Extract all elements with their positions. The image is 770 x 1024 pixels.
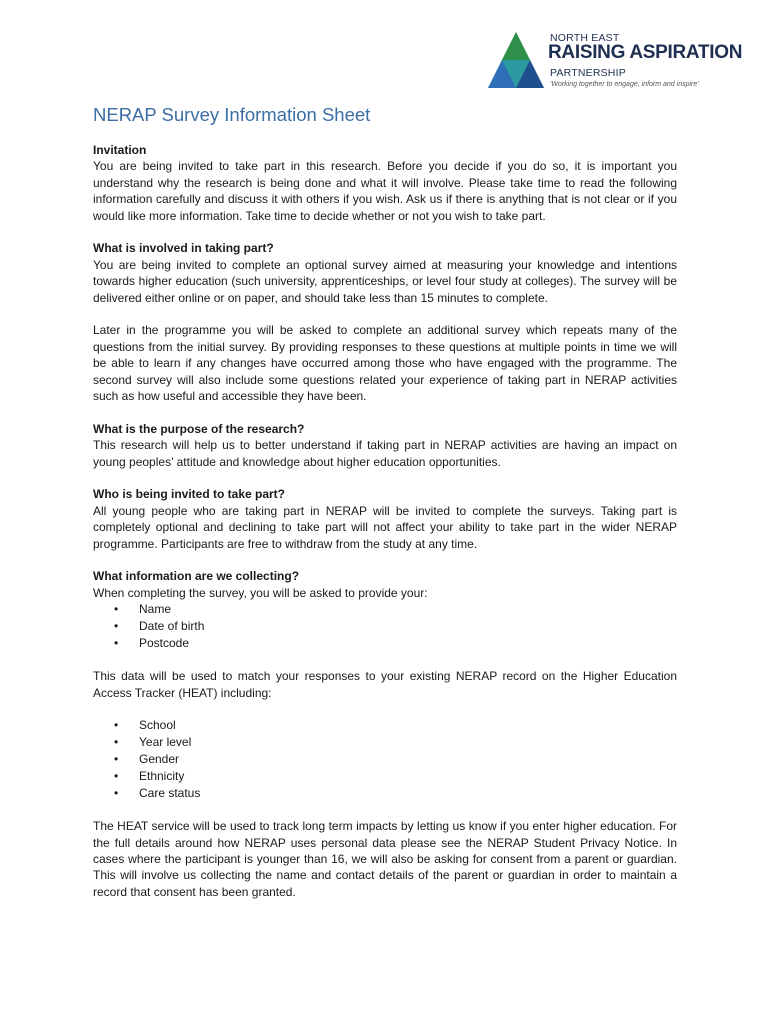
invitation-heading: Invitation — [93, 143, 147, 157]
logo-line-1: NORTH EAST — [550, 32, 620, 44]
invitation-section — [93, 142, 677, 224]
page-title: NERAP Survey Information Sheet — [93, 104, 371, 125]
heat-items-list — [93, 717, 677, 802]
triangle-logo-icon — [486, 30, 546, 90]
involved-section — [93, 240, 677, 306]
involved-heading: What is involved in taking part? — [93, 241, 274, 256]
collecting-body-3: The HEAT service will be used to track long term impacts by letting us know if you enter higher education. For the full details around how NERAP uses personal data please see the NERAP Student Privacy Notice. In cases where the participant is younger than 16, we will also be asking for consent from a parent or guardian. This will involve us collecting the name and contact details of the parent or guardian in order to maintain a record that consent has been granted. — [93, 819, 677, 899]
collecting-intro: When completing the survey, you will be asked to provide your: — [93, 585, 428, 600]
purpose-heading: What is the purpose of the research? — [93, 421, 305, 436]
invitation-body: You are being invited to take part in this research. Before you decide if you do so, it is important you understand why the research is being done and what it will involve. Please take time to read the following information carefully and discuss it with others if you wish. Ask us if there is anything that is not clear or if you would like more information. Take time to decide whether or not you wish to take part. — [93, 159, 677, 223]
list-item: • Name — [93, 601, 677, 618]
collected-items-list — [93, 601, 677, 652]
purpose-section — [93, 421, 677, 470]
logo-line-2: RAISING ASPIRATION — [548, 42, 743, 63]
document-body — [93, 142, 677, 900]
involved-body-1: You are being invited to complete an optional survey aimed at measuring your knowledge and intentions towards higher education (such university, apprenticeships, or level four study at colleges). The survey will be delivered either online or on paper, and should take less than 15 minutes to complete. — [93, 257, 677, 305]
who-heading: Who is being invited to take part? — [93, 487, 286, 502]
who-body: All young people who are taking part in NERAP will be invited to complete the surveys. Taking part is completely optional and declining to take part will not affect your ability to take part in the wider NERAP programme. Participants are free to withdraw from the study at any time. — [93, 503, 677, 551]
collecting-heading: What information are we collecting? — [93, 569, 300, 584]
who-section — [93, 486, 677, 552]
list-item: • Gender — [93, 751, 677, 768]
purpose-body: This research will help us to better understand if taking part in NERAP activities are having an impact on young peoples’ attitude and knowledge about higher education opportunities. — [93, 438, 677, 469]
list-item: • Date of birth — [93, 618, 677, 635]
collecting-section — [93, 568, 677, 900]
logo-tagline: 'Working together to engage, inform and inspire' — [550, 81, 699, 88]
list-item: • School — [93, 717, 677, 734]
list-item: • Care status — [93, 785, 677, 802]
involved-body-2: Later in the programme you will be asked to complete an additional survey which repeats many of the questions from the initial survey. By providing responses to these questions at multiple points in time we will be able to learn if any changes have occurred among those who have engaged with the programme. The second survey will also include some questions related your experience of taking part in NERAP activities such as how useful and accessible they have been. — [93, 323, 677, 404]
involved-section-2 — [93, 322, 677, 404]
list-item: • Postcode — [93, 635, 677, 652]
logo-line-3: PARTNERSHIP — [550, 67, 626, 79]
list-item: • Year level — [93, 734, 677, 751]
nerap-logo — [486, 30, 746, 94]
list-item: • Ethnicity — [93, 768, 677, 785]
collecting-body-2: This data will be used to match your responses to your existing NERAP record on the Higher Education Access Tracker (HEAT) including: — [93, 669, 677, 700]
